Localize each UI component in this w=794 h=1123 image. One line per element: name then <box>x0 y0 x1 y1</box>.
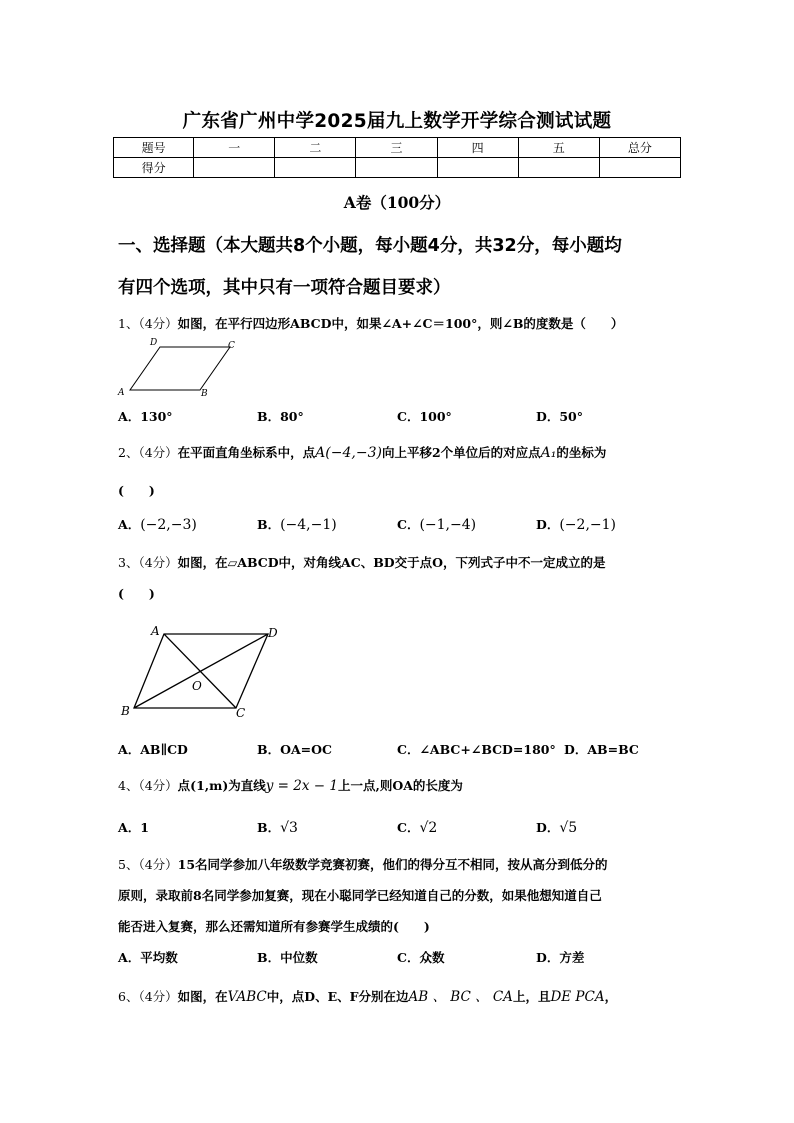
question-3-paren <box>118 584 155 602</box>
vertex-label-b: B <box>121 704 130 718</box>
table-cell <box>599 158 680 178</box>
table-cell: 一 <box>194 138 275 158</box>
score-table <box>113 137 681 178</box>
question-number: 1、（4分） <box>118 316 178 331</box>
q3-option-c: C．∠ABC+∠BCD=180° <box>397 742 556 757</box>
option-value: √3 <box>280 820 298 836</box>
question-6 <box>118 985 617 1005</box>
answer-paren: ( ) <box>118 586 155 601</box>
table-cell: 五 <box>518 138 599 158</box>
option-value: (−1,−4) <box>419 517 477 533</box>
question-text: 能否进入复赛，那么还需知道所有参赛学生成绩的( ) <box>118 919 430 934</box>
option-value: √5 <box>559 820 578 836</box>
option-letter: C． <box>397 820 420 835</box>
vertex-label-d: D <box>150 338 158 348</box>
q2-option-c <box>397 515 476 533</box>
section-a-heading: A卷（100分） <box>343 193 451 212</box>
vertex-label-b: B <box>201 389 208 399</box>
math-relation: DE PCA <box>550 989 605 1005</box>
q4-option-d <box>536 818 577 836</box>
q4-option-c <box>397 818 437 836</box>
question-1 <box>118 314 623 332</box>
question-text: 原则，录取前8名同学参加复赛，现在小聪同学已经知道自己的分数，如果他想知道自己 <box>118 888 602 903</box>
option-letter: D． <box>536 820 560 835</box>
question-text: 点(1,m)为直线 <box>177 778 266 793</box>
table-cell: 二 <box>275 138 356 158</box>
question-number: 4、（4分） <box>118 778 178 793</box>
q5-option-b: B．中位数 <box>257 950 318 965</box>
part1-heading-line1: 一、选择题（本大题共8个小题，每小题4分，共32分，每小题均 <box>118 236 622 256</box>
question-text: 向上平移2个单位后的对应点 <box>381 445 541 460</box>
table-cell <box>356 158 437 178</box>
vertex-label-a: A <box>118 388 125 398</box>
option-letter: C． <box>397 517 420 532</box>
question-text: 15名同学参加八年级数学竞赛初赛，他们的得分互不相同，按从高分到低分的 <box>177 857 608 872</box>
q3-option-b: B．OA=OC <box>257 742 332 757</box>
q1-option-d: D．50° <box>536 409 583 424</box>
q3-option-d: D．AB=BC <box>564 742 639 757</box>
math-edges: AB 、 BC 、 CA <box>408 989 513 1005</box>
question-text: 中，点D、E、F分别在边 <box>266 989 409 1004</box>
question-number: 5、（4分） <box>118 857 178 872</box>
answer-paren: ( ) <box>118 483 155 498</box>
table-cell <box>437 158 518 178</box>
option-value: √2 <box>419 820 438 836</box>
table-cell <box>194 158 275 178</box>
question-text: 上，且 <box>512 989 551 1004</box>
vertex-label-c: C <box>236 706 246 720</box>
question-5 <box>118 855 608 873</box>
question-text: 如图，在▱ABCD中，对角线AC、BD交于点O，下列式子中不一定成立的是 <box>177 555 606 570</box>
option-value: 1 <box>140 820 149 835</box>
option-value: (−2,−3) <box>140 517 197 533</box>
question-5-line2 <box>118 886 602 904</box>
q1-option-c: C．100° <box>397 409 452 424</box>
q3-option-a: A．AB∥CD <box>118 742 188 757</box>
math-point: A(−4,−3) <box>315 445 382 461</box>
part1-heading-line2: 有四个选项，其中只有一项符合题目要求） <box>118 278 451 298</box>
question-number: 3、（4分） <box>118 555 178 570</box>
option-letter: B． <box>257 517 281 532</box>
table-cell <box>518 158 599 178</box>
table-cell <box>275 158 356 178</box>
vertex-label-d: D <box>268 626 278 640</box>
math-point: A₁ <box>540 445 557 461</box>
q2-option-b <box>257 515 337 533</box>
option-value: (−4,−1) <box>280 517 337 533</box>
parallelogram-figure-1 <box>118 338 248 400</box>
q4-option-b <box>257 818 298 836</box>
question-2-paren <box>118 481 155 499</box>
page-title: 广东省广州中学2025届九上数学开学综合测试试题 <box>182 111 612 132</box>
q5-option-c: C．众数 <box>397 950 445 965</box>
center-label-o: O <box>192 679 202 693</box>
q2-option-d <box>536 515 616 533</box>
q5-option-a: A．平均数 <box>118 950 178 965</box>
option-letter: D． <box>536 517 560 532</box>
question-3 <box>118 553 606 571</box>
question-text: 如图，在平行四边形ABCD中，如果∠A+∠C＝100°，则∠B的度数是（ ） <box>177 316 624 331</box>
q5-option-d: D．方差 <box>536 950 585 965</box>
q1-option-b: B．80° <box>257 409 304 424</box>
question-4 <box>118 776 463 794</box>
table-cell: 总分 <box>599 138 680 158</box>
table-cell: 题号 <box>114 138 194 158</box>
option-letter: A． <box>118 517 141 532</box>
question-number: 6、（4分） <box>118 989 178 1004</box>
question-5-line3 <box>118 917 430 935</box>
q2-option-a <box>118 515 197 533</box>
question-text: ， <box>604 989 618 1004</box>
parallelogram-figure-3 <box>118 622 288 722</box>
question-number: 2、（4分） <box>118 445 178 460</box>
q4-option-a <box>118 818 149 836</box>
q1-option-a: A．130° <box>118 409 173 424</box>
option-letter: B． <box>257 820 281 835</box>
math-line-equation: y = 2x − 1 <box>265 778 338 794</box>
score-table-header-row <box>114 138 681 158</box>
question-text: 如图，在 <box>177 989 228 1004</box>
score-table-score-row <box>114 158 681 178</box>
table-cell: 得分 <box>114 158 194 178</box>
math-triangle: VABC <box>227 989 267 1005</box>
vertex-label-a: A <box>151 624 160 638</box>
question-text: 在平面直角坐标系中，点 <box>177 445 316 460</box>
table-cell: 四 <box>437 138 518 158</box>
option-value: (−2,−1) <box>559 517 616 533</box>
vertex-label-c: C <box>228 341 235 351</box>
question-2 <box>118 443 606 461</box>
question-text: 的坐标为 <box>556 445 607 460</box>
question-text: 上一点,则OA的长度为 <box>337 778 463 793</box>
option-letter: A． <box>118 820 141 835</box>
table-cell: 三 <box>356 138 437 158</box>
